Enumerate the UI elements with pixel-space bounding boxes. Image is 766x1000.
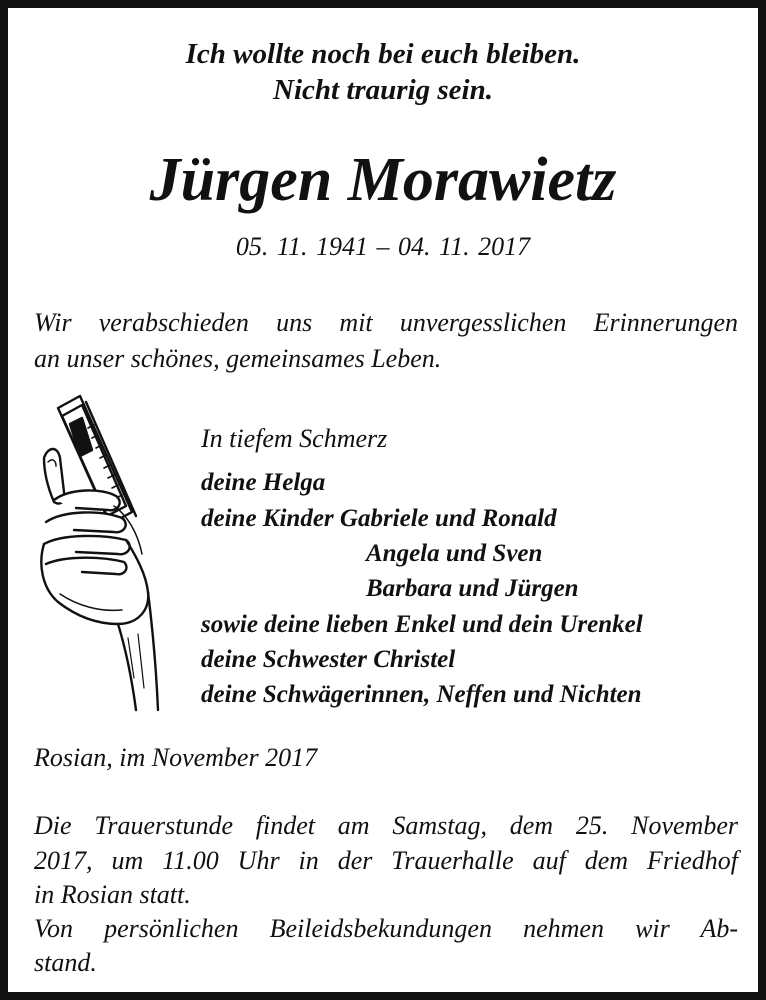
mourner-line-3: Angela und Sven: [366, 540, 543, 567]
mourner-line-1: deine Helga: [201, 469, 326, 496]
farewell-line-1: Wir verabschieden uns mit unvergesslichen Erinnerungen: [34, 308, 738, 337]
date-separator: –: [376, 232, 390, 261]
service-line-1: Die Trauerstunde findet am Samstag, dem 25. November: [34, 811, 738, 840]
service-line-4: Von persönlichen Beileidsbekundungen nehmen wir Ab-: [34, 914, 738, 943]
life-dates: [8, 230, 758, 264]
grief-intro: In tiefem Schmerz: [201, 424, 388, 453]
birth-date: 05. 11. 1941: [235, 232, 368, 261]
farewell-line-2: an unser schönes, gemeinsames Leben.: [34, 344, 442, 373]
hand-holding-harmonica-icon: [30, 388, 170, 714]
mourner-line-7: deine Schwägerinnen, Neffen und Nichten: [201, 681, 642, 708]
service-line-2: 2017, um 11.00 Uhr in der Trauerhalle auf dem Friedhof: [34, 846, 738, 875]
place-date: Rosian, im November 2017: [34, 743, 318, 772]
service-line-3: in Rosian statt.: [34, 880, 191, 909]
mourner-line-6: deine Schwester Christel: [201, 646, 456, 673]
service-line-5: stand.: [34, 948, 97, 977]
death-date: 04. 11. 2017: [398, 232, 531, 261]
deceased-name: Jürgen Morawietz: [149, 146, 617, 214]
mourner-line-5: sowie deine lieben Enkel und dein Urenkel: [201, 611, 643, 638]
mourner-line-4: Barbara und Jürgen: [366, 575, 579, 602]
mourner-line-2: deine Kinder Gabriele und Ronald: [201, 505, 557, 532]
quote-line-2: Nicht traurig sein.: [273, 74, 493, 106]
quote-line-1: Ich wollte noch bei euch bleiben.: [185, 38, 581, 70]
